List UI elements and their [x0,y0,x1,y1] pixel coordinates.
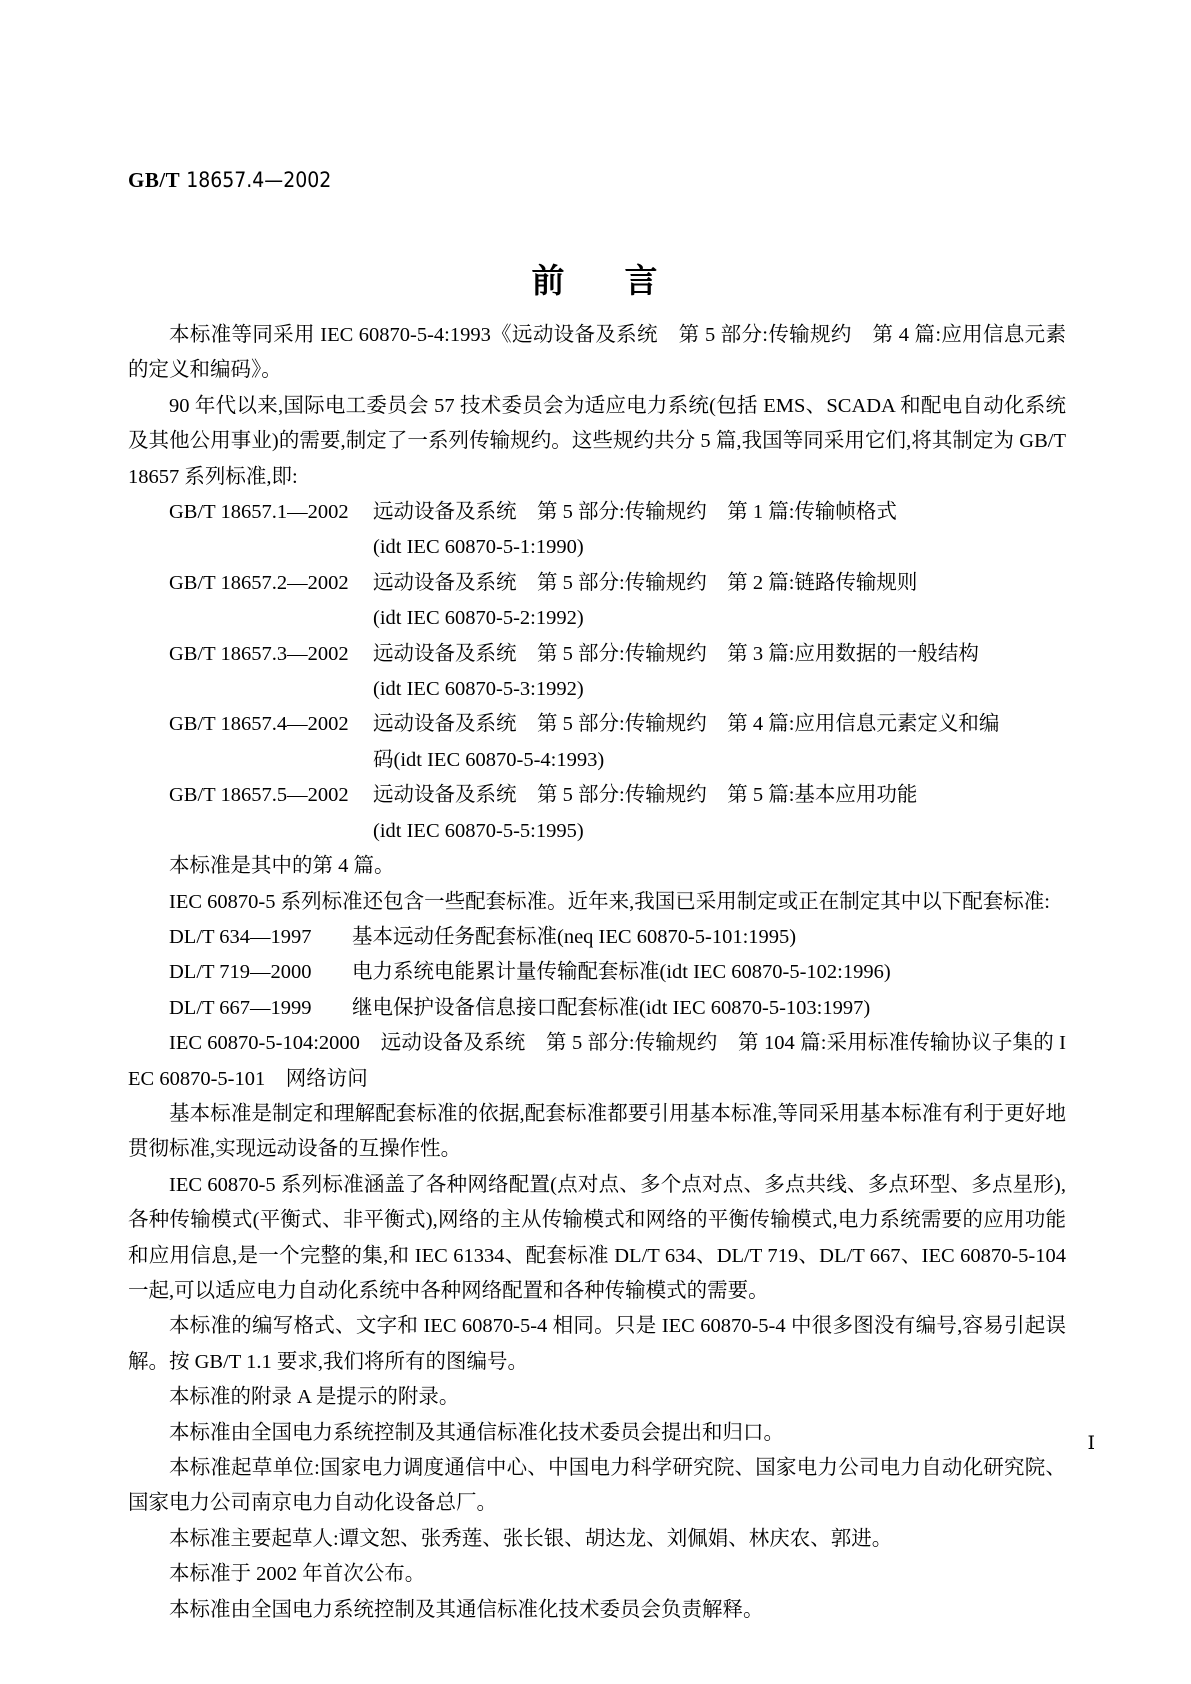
list-item [128,778,1066,813]
paragraph-basic-standards: 基本标准是制定和理解配套标准的依据,配套标准都要引用基本标准,等同采用基本标准有利于更好地贯彻标准,实现远动设备的互操作性。 [128,1102,1066,1161]
paragraph-this-part: 本标准是其中的第 4 篇。 [169,855,395,878]
page-number: Ⅰ [1087,1433,1095,1454]
paragraph-network-configurations: IEC 60870-5 系列标准涵盖了各种网络配置(点对点、多个点对点、多点共线、多点环型、多点星形),各种传输模式(平衡式、非平衡式),网络的主从传输模式和网络的平衡传输模式,电力系统需要的应用功能和应用信息,是一个完整的集,和 IEC 61334、配套标准 DL/T 634、DL/T 719、DL/T 667、IEC 60870-5-104一起,可以适应电力自动化系统中各种网络配置和各种传输模式的需要。 [128,1173,1066,1302]
standard-description: 远动设备及系统 第 5 部分:传输规约 第 4 篇:应用信息元素定义和编 [373,713,1000,736]
standard-code: DL/T 719—2000 [169,961,312,984]
paragraph-first-published: 本标准于 2002 年首次公布。 [169,1563,426,1586]
standard-code: GB/T 18657.5—2002 [169,784,349,807]
page-title-char-2: 言 [624,261,660,300]
paragraph-companion-standards: IEC 60870-5 系列标准还包含一些配套标准。近年来,我国已采用制定或正在制定其中以下配套标准: [169,890,1050,913]
list-item [128,991,1066,1026]
list-item-iec-104: IEC 60870-5-104:2000 远动设备及系统 第 5 部分:传输规约 第 104 篇:采用标准传输协议子集的 IEC 60870-5-101 网络访问 [128,1032,1066,1090]
paragraph-annex-a: 本标准的附录 A 是提示的附录。 [169,1386,460,1409]
paragraph-adoption-statement: 本标准等同采用 IEC 60870-5-4:1993《远动设备及系统 第 5 部分:传输规约 第 4 篇:应用信息元素的定义和编码》。 [128,324,1066,382]
foreword-body [128,318,1066,1628]
running-header [128,168,331,193]
standard-code: GB/T 18657.2—2002 [169,571,349,594]
standard-equivalence: 码(idt IEC 60870-5-4:1993) [373,748,605,771]
standard-description: 继电保护设备信息接口配套标准(idt IEC 60870-5-103:1997) [352,996,871,1019]
list-item [128,955,1066,990]
standard-description: 远动设备及系统 第 5 部分:传输规约 第 2 篇:链路传输规则 [373,571,918,594]
standard-equivalence: (idt IEC 60870-5-2:1992) [373,607,584,630]
standard-code: DL/T 634—1997 [169,925,312,948]
standard-description: 远动设备及系统 第 5 部分:传输规约 第 5 篇:基本应用功能 [373,784,918,807]
standard-description: 基本远动任务配套标准(neq IEC 60870-5-101:1995) [352,925,797,948]
list-item [128,495,1066,530]
standard-equivalence: (idt IEC 60870-5-1:1990) [373,536,584,559]
list-item [128,707,1066,742]
standard-code: DL/T 667—1999 [169,996,312,1019]
header-standard-prefix: GB/T [128,168,181,192]
paragraph-principal-drafters: 本标准主要起草人:谭文恕、张秀莲、张长银、胡达龙、刘佩娟、林庆农、郭进。 [169,1527,893,1550]
standard-description: 电力系统电能累计量传输配套标准(idt IEC 60870-5-102:1996) [352,961,891,984]
paragraph-series-background: 90 年代以来,国际电工委员会 57 技术委员会为适应电力系统(包括 EMS、SCADA 和配电自动化系统及其他公用事业)的需要,制定了一系列传输规约。这些规约共分 5 篇,我国等同采用它们,将其制定为 GB/T 18657 系列标准,即: [128,394,1066,488]
list-item [128,920,1066,955]
standard-description: 远动设备及系统 第 5 部分:传输规约 第 3 篇:应用数据的一般结构 [373,642,979,665]
standard-equivalence: (idt IEC 60870-5-3:1992) [373,678,584,701]
standard-code: GB/T 18657.3—2002 [169,642,349,665]
list-item [128,637,1066,672]
header-standard-number: 18657.4—2002 [186,168,332,192]
page-title [0,255,1191,302]
standard-code: GB/T 18657.4—2002 [169,713,349,736]
paragraph-interpreting-committee: 本标准由全国电力系统控制及其通信标准化技术委员会负责解释。 [169,1598,764,1621]
paragraph-format-note: 本标准的编写格式、文字和 IEC 60870-5-4 相同。只是 IEC 60870-5-4 中很多图没有编号,容易引起误解。按 GB/T 1.1 要求,我们将所有的图编号。 [128,1315,1066,1373]
list-item [128,566,1066,601]
standard-code: GB/T 18657.1—2002 [169,501,349,524]
paragraph-proposing-committee: 本标准由全国电力系统控制及其通信标准化技术委员会提出和归口。 [169,1421,784,1444]
page-title-char-1: 前 [531,261,567,300]
paragraph-drafting-organizations: 本标准起草单位:国家电力调度通信中心、中国电力科学研究院、国家电力公司电力自动化研究院、国家电力公司南京电力自动化设备总厂。 [128,1457,1066,1515]
standard-description: 远动设备及系统 第 5 部分:传输规约 第 1 篇:传输帧格式 [373,501,897,524]
standard-equivalence: (idt IEC 60870-5-5:1995) [373,819,584,842]
